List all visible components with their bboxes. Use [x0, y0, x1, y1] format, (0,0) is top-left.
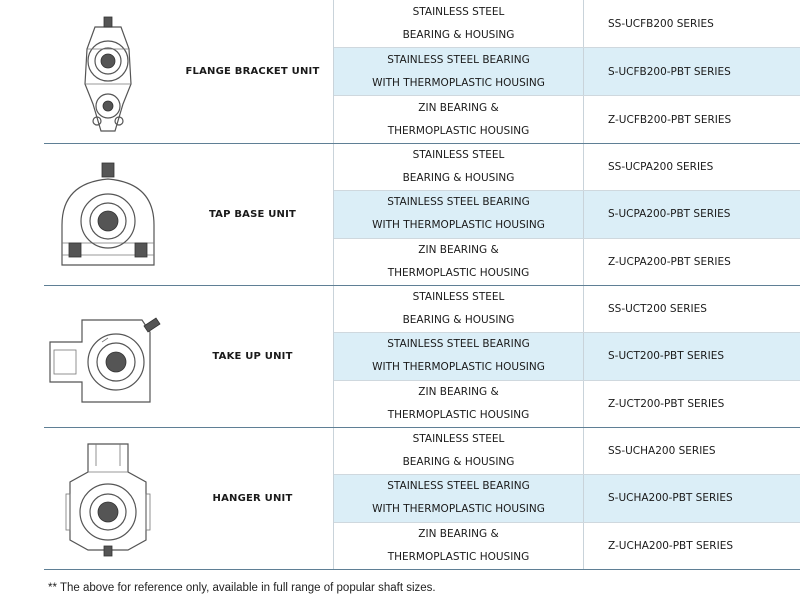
description-line-2: BEARING & HOUSING [402, 172, 515, 185]
variant-rows [333, 0, 800, 143]
group-take-up [44, 285, 800, 427]
description-cell [334, 144, 584, 190]
unit-name: TAKE UP UNIT [212, 351, 293, 362]
description-cell [334, 239, 584, 285]
table-row [334, 96, 800, 143]
variant-rows [333, 144, 800, 285]
group-flange-bracket [44, 0, 800, 143]
description-line-2: BEARING & HOUSING [402, 28, 515, 41]
footnote: ** The above for reference only, available in full range of popular shaft sizes. [48, 582, 436, 594]
table-row [334, 475, 800, 522]
description-cell [334, 381, 584, 427]
take-up-image [44, 286, 172, 427]
unit-name: HANGER UNIT [212, 493, 293, 504]
series-cell: Z-UCT200-PBT SERIES [608, 397, 725, 410]
series-cell: Z-UCHA200-PBT SERIES [608, 539, 734, 552]
description-line-2: THERMOPLASTIC HOUSING [387, 408, 530, 421]
table-row [334, 381, 800, 427]
description-line-1: STAINLESS STEEL BEARING [387, 480, 530, 493]
table-row [334, 428, 800, 475]
description-cell [334, 96, 584, 143]
description-line-1: ZIN BEARING & [418, 385, 499, 398]
description-line-2: THERMOPLASTIC HOUSING [387, 266, 530, 279]
series-cell: S-UCHA200-PBT SERIES [608, 492, 733, 505]
description-cell [334, 428, 584, 474]
series-cell: S-UCFB200-PBT SERIES [608, 65, 731, 78]
table-row [334, 333, 800, 380]
tap-base-image [44, 144, 172, 285]
description-line-1: STAINLESS STEEL BEARING [387, 196, 530, 209]
description-line-2: BEARING & HOUSING [402, 456, 515, 469]
table-row [334, 239, 800, 285]
variant-rows [333, 286, 800, 427]
description-line-1: STAINLESS STEEL BEARING [387, 53, 530, 66]
table-row [334, 48, 800, 96]
description-cell [334, 48, 584, 95]
description-cell [334, 475, 584, 521]
description-cell [334, 523, 584, 569]
hanger-drawing-icon [58, 436, 158, 561]
description-line-1: STAINLESS STEEL [412, 149, 505, 162]
flange-bracket-drawing-icon [73, 9, 143, 134]
series-cell: S-UCT200-PBT SERIES [608, 350, 724, 363]
description-line-1: STAINLESS STEEL [412, 433, 505, 446]
product-table [44, 0, 800, 570]
series-cell: Z-UCPA200-PBT SERIES [608, 255, 731, 268]
description-line-2: WITH THERMOPLASTIC HOUSING [372, 76, 545, 89]
table-row [334, 523, 800, 569]
flange-bracket-image [44, 0, 172, 143]
description-cell [334, 0, 584, 47]
table-row [334, 0, 800, 48]
description-line-2: WITH THERMOPLASTIC HOUSING [372, 361, 545, 374]
series-cell: SS-UCPA200 SERIES [608, 161, 714, 174]
description-line-1: ZIN BEARING & [418, 527, 499, 540]
group-hanger [44, 427, 800, 570]
description-line-1: ZIN BEARING & [418, 243, 499, 256]
tap-base-drawing-icon [52, 155, 164, 275]
description-line-1: STAINLESS STEEL [412, 291, 505, 304]
unit-name: TAP BASE UNIT [208, 209, 297, 220]
description-line-1: STAINLESS STEEL BEARING [387, 338, 530, 351]
series-cell: SS-UCFB200 SERIES [608, 17, 714, 30]
variant-rows [333, 428, 800, 569]
description-line-2: THERMOPLASTIC HOUSING [387, 550, 530, 563]
group-tap-base [44, 143, 800, 285]
table-row [334, 144, 800, 191]
table-row [334, 191, 800, 238]
series-cell: S-UCPA200-PBT SERIES [608, 208, 731, 221]
description-line-2: WITH THERMOPLASTIC HOUSING [372, 503, 545, 516]
description-cell [334, 286, 584, 332]
description-line-1: ZIN BEARING & [418, 101, 499, 114]
series-cell: SS-UCHA200 SERIES [608, 445, 716, 458]
description-line-2: THERMOPLASTIC HOUSING [387, 124, 530, 137]
description-cell [334, 333, 584, 379]
series-cell: Z-UCFB200-PBT SERIES [608, 113, 732, 126]
hanger-image [44, 428, 172, 569]
description-cell [334, 191, 584, 237]
unit-name: FLANGE BRACKET UNIT [185, 66, 320, 77]
take-up-drawing-icon [46, 302, 170, 412]
table-row [334, 286, 800, 333]
series-cell: SS-UCT200 SERIES [608, 303, 707, 316]
description-line-2: BEARING & HOUSING [402, 314, 515, 327]
description-line-2: WITH THERMOPLASTIC HOUSING [372, 219, 545, 232]
description-line-1: STAINLESS STEEL [412, 5, 505, 18]
